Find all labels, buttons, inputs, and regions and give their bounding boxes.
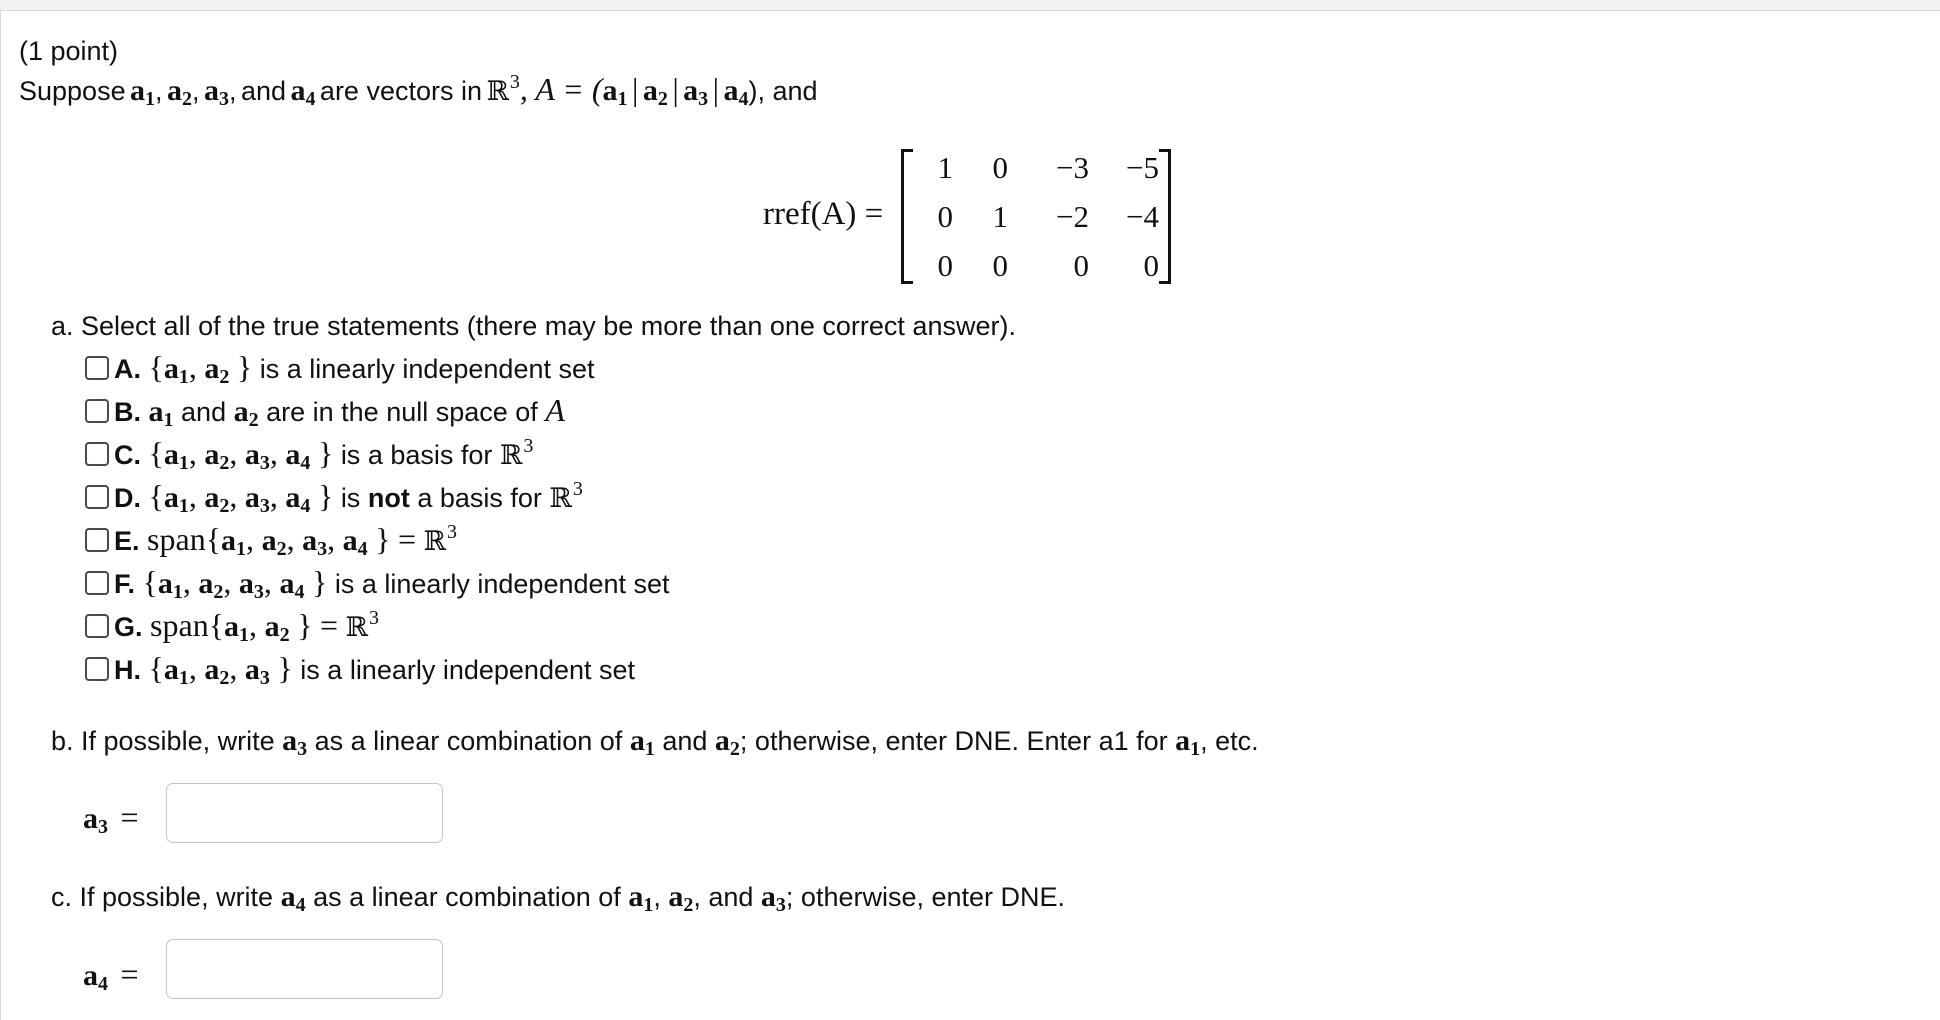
rref-label: rref(A) =	[763, 196, 884, 232]
matrix-col-a4: $a_4$	[723, 74, 749, 110]
vector-a1: $a_1$	[130, 74, 156, 110]
option-a[interactable]: A. {$a_1$, $a_2$ } is a linearly independent set	[114, 349, 595, 388]
option-letter: E.	[114, 526, 140, 556]
matrix-cell: 0	[1143, 248, 1159, 283]
vector-a3: $a_3$	[203, 74, 229, 110]
matrix-cell: −5	[1126, 150, 1159, 185]
matrix-col-a2: $a_2$	[642, 74, 668, 110]
option-text: is a linearly independent set	[259, 354, 595, 384]
matrix-cell: 0	[937, 248, 953, 283]
matrix-col-a1: $a_1$	[602, 74, 628, 110]
option-g[interactable]: G. $span\{a_1$, $a_2$ } = ℝ$^3$	[114, 607, 379, 646]
option-d-checkbox[interactable]	[85, 485, 109, 509]
option-h[interactable]: H. {$a_1$, $a_2$, $a_3$ } is a linearly independent set	[114, 650, 636, 689]
option-text: is a linearly independent set	[334, 569, 670, 599]
matrix-right-bracket	[1159, 149, 1171, 284]
part-b-prompt: b. If possible, write $a_3$ as a linear combination of $a_1$ and $a_2$; otherwise, enter DNE. Enter a1 for $a_1$, etc.	[51, 724, 1259, 760]
option-b-checkbox[interactable]	[85, 399, 109, 423]
option-b[interactable]: B. $a_1$ and $a_2$ are in the null space of A	[114, 392, 565, 431]
a3-equals-label: $a_3$ =	[83, 799, 139, 838]
option-c[interactable]: C. {$a_1$, $a_2$, $a_3$, $a_4$ } is a basis for ℝ$^3$	[114, 435, 534, 474]
option-text: a basis for	[417, 483, 542, 513]
a3-answer-input[interactable]	[166, 783, 443, 843]
part-c-prompt: c. If possible, write $a_4$ as a linear combination of $a_1$, $a_2$, and $a_3$; otherwise, enter DNE.	[51, 880, 1066, 916]
problem-statement: Suppose $a_1$, $a_2$, $a_3$, and $a_4$ are vectors in ℝ$^3$, $A = (a_1$ | $a_2$ | $a_3$ | $a_4$), and	[19, 71, 818, 110]
option-text: is a linearly independent set	[300, 655, 636, 685]
option-g-checkbox[interactable]	[85, 614, 109, 638]
matrix-cell: −3	[1056, 150, 1089, 185]
option-h-checkbox[interactable]	[85, 657, 109, 681]
option-a-checkbox[interactable]	[85, 356, 109, 380]
option-text: are in the null space of	[266, 397, 538, 427]
matrix-cell: 0	[992, 248, 1008, 283]
vector-a2: $a_2$	[167, 74, 193, 110]
vector-a4: $a_4$	[290, 74, 316, 110]
matrix-cell: −4	[1126, 199, 1159, 234]
option-letter: G.	[114, 612, 143, 642]
a4-equals-label: $a_4$ =	[83, 956, 139, 995]
option-f-checkbox[interactable]	[85, 571, 109, 595]
option-e-checkbox[interactable]	[85, 528, 109, 552]
option-letter: F.	[114, 569, 136, 599]
option-f[interactable]: F. {$a_1$, $a_2$, $a_3$, $a_4$ } is a linearly independent set	[114, 564, 670, 603]
matrix-cell: 0	[992, 150, 1008, 185]
matrix-cell: 1	[937, 150, 953, 185]
option-c-checkbox[interactable]	[85, 442, 109, 466]
option-letter: H.	[114, 655, 141, 685]
part-a-prompt: a. Select all of the true statements (there may be more than one correct answer).	[51, 311, 1016, 341]
rref-matrix	[901, 149, 1171, 284]
option-letter: B.	[114, 397, 141, 427]
option-text: is a basis for	[340, 440, 493, 470]
option-letter: A.	[114, 354, 141, 384]
option-letter: C.	[114, 440, 141, 470]
intro-text: Suppose	[19, 76, 126, 106]
option-letter: D.	[114, 483, 141, 513]
a4-answer-input[interactable]	[166, 939, 443, 999]
real-space-symbol: ℝ$^3$	[486, 71, 520, 107]
matrix-cell: 0	[1073, 248, 1089, 283]
matrix-col-a3: $a_3$	[683, 74, 709, 110]
option-d[interactable]: D. {$a_1$, $a_2$, $a_3$, $a_4$ } is not a basis for ℝ$^3$	[114, 478, 583, 517]
matrix-cell: 0	[937, 199, 953, 234]
problem-panel	[0, 10, 1940, 1020]
points-label: (1 point)	[19, 36, 119, 66]
matrix-cell: −2	[1056, 199, 1089, 234]
matrix-cell: 1	[992, 199, 1008, 234]
option-e[interactable]: E. $span\{a_1$, $a_2$, $a_3$, $a_4$ } = ℝ$^3$	[114, 521, 457, 560]
